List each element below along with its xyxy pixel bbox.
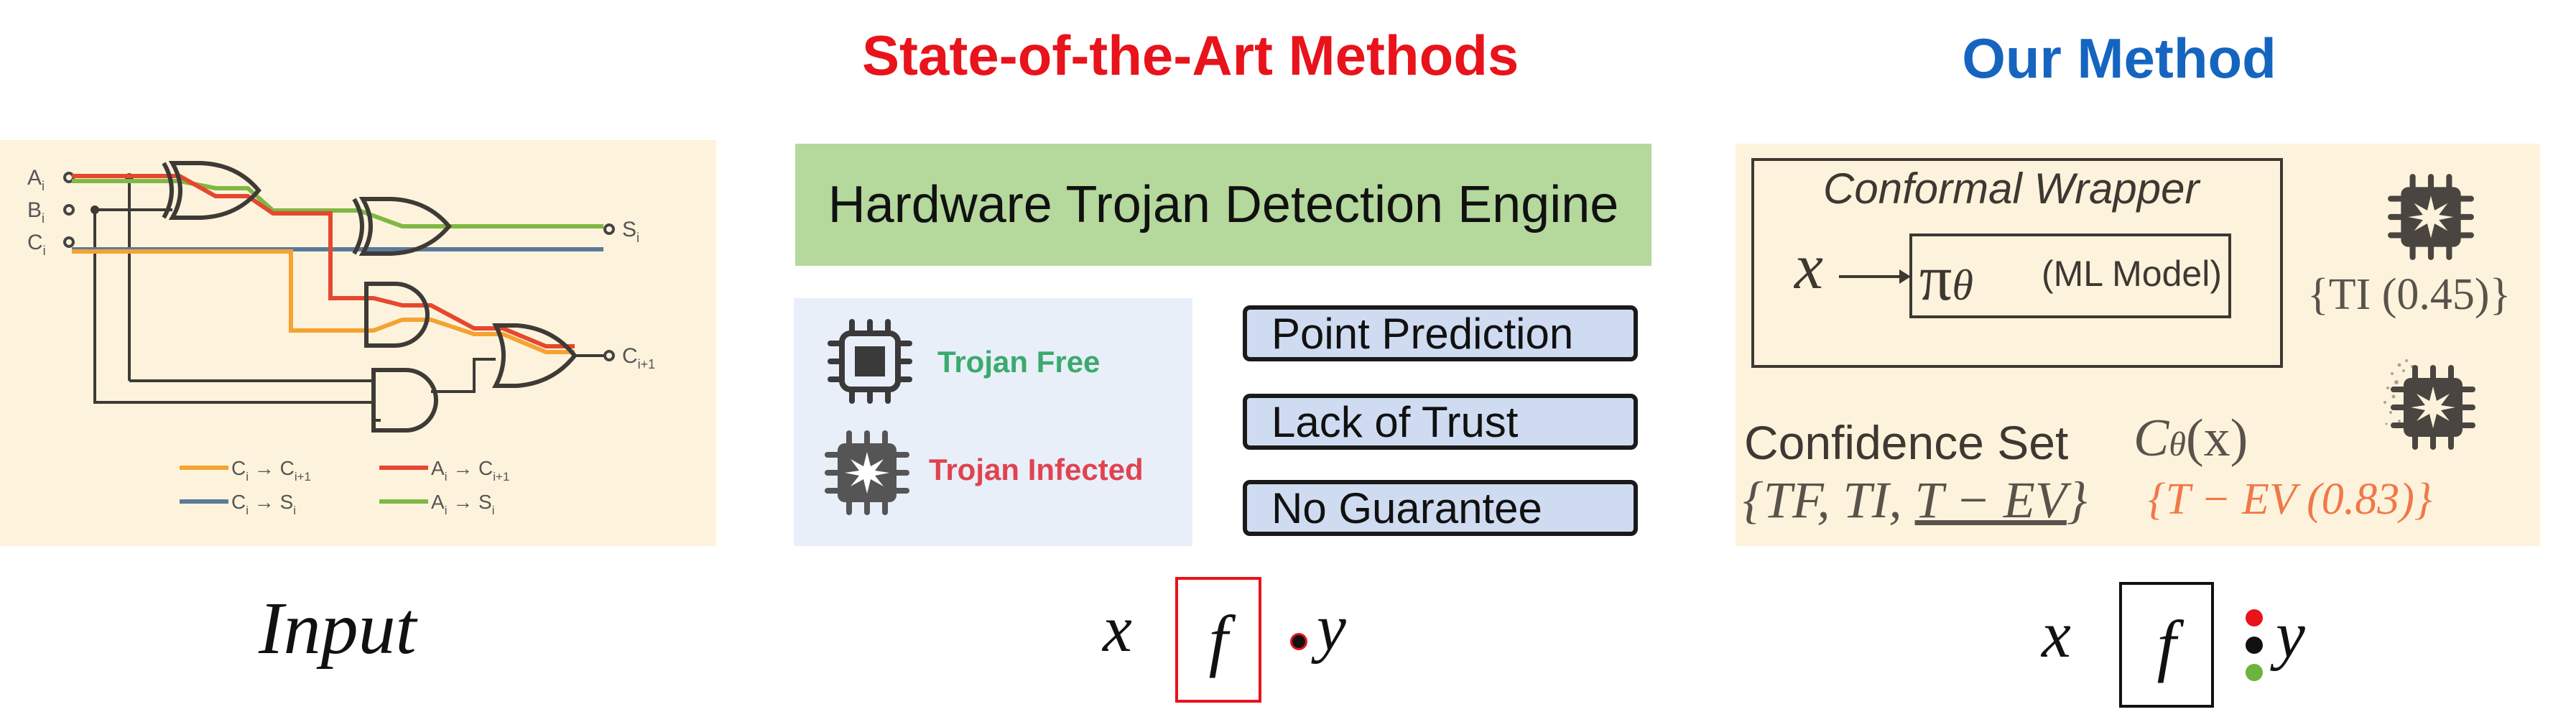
input-panel	[0, 140, 716, 546]
input-label-a: $A_i$	[27, 166, 45, 193]
sota-formula-y: y	[1317, 591, 1346, 664]
output-dot-green	[2246, 664, 2263, 681]
our-formula-f: f	[2156, 606, 2177, 683]
chip-icon	[2385, 171, 2477, 263]
ml-model-label: (ML Model)	[2042, 254, 2222, 294]
input-label-b: $B_i$	[27, 198, 45, 226]
output-label-s: $S_i$	[622, 218, 640, 245]
perturbed-chip-icon	[2378, 352, 2478, 453]
lack-of-trust-box: Lack of Trust	[1243, 394, 1638, 450]
our-function-box	[2119, 582, 2214, 708]
legend-label-1: $C_i \to C_{i+1}$	[231, 457, 311, 484]
trojan-free-label: Trojan Free	[937, 345, 1101, 379]
ti-prediction-set: {TI (0.45)}	[2307, 270, 2511, 319]
sota-formula-f: f	[1208, 601, 1228, 678]
sota-output-dot	[1290, 633, 1307, 650]
confidence-set-label: Confidence Set	[1744, 416, 2069, 469]
conf-symbol-theta: θ	[2169, 425, 2186, 463]
set-suffix: }	[2066, 471, 2088, 529]
confidence-set-values	[1743, 471, 2088, 530]
pi-theta-symbol	[1919, 241, 1973, 315]
no-guarantee-box: No Guarantee	[1243, 480, 1638, 536]
theta-subscript: θ	[1952, 262, 1973, 309]
input-label-c: $C_i$	[27, 231, 46, 258]
conformal-wrapper-title: Conformal Wrapper	[1823, 165, 2200, 213]
output-dot-black	[2246, 637, 2263, 654]
set-prefix: {TF, TI,	[1743, 471, 1915, 529]
conf-symbol-c: C	[2133, 409, 2169, 468]
ours-heading: Our Method	[1962, 27, 2276, 90]
circuit-diagram	[0, 140, 716, 546]
conf-symbol-arg: (x)	[2185, 409, 2248, 468]
sota-function-box	[1175, 577, 1261, 703]
confidence-set-symbol	[2133, 408, 2248, 469]
legend-label-3: $C_i \to S_i$	[231, 491, 297, 517]
set-underlined: T − EV	[1914, 471, 2067, 529]
chip-icon	[825, 316, 915, 407]
tev-prediction-set: {T − EV (0.83)}	[2148, 475, 2432, 524]
circuit-legend	[180, 457, 509, 517]
our-formula-y: y	[2276, 598, 2305, 671]
legend-label-2: $A_i \to C_{i+1}$	[431, 457, 510, 484]
legend-label-4: $A_i \to S_i$	[431, 491, 495, 517]
point-prediction-box: Point Prediction	[1243, 305, 1638, 361]
detection-engine-box	[795, 144, 1651, 266]
arrow-icon	[1839, 266, 1911, 287]
input-caption: Input	[259, 587, 417, 670]
output-label-c: $C_{i+1}$	[622, 344, 656, 371]
output-dot-red	[2246, 609, 2263, 627]
sota-formula-x: x	[1103, 592, 1132, 665]
sota-heading: State-of-the-Art Methods	[862, 24, 1519, 87]
detection-engine-label: Hardware Trojan Detection Engine	[828, 176, 1619, 234]
pi-symbol: π	[1919, 243, 1952, 314]
wrapper-input-x: x	[1794, 231, 1823, 302]
our-formula-x: x	[2042, 598, 2071, 671]
trojan-infected-label: Trojan Infected	[929, 453, 1144, 486]
infected-chip-icon	[822, 427, 912, 518]
